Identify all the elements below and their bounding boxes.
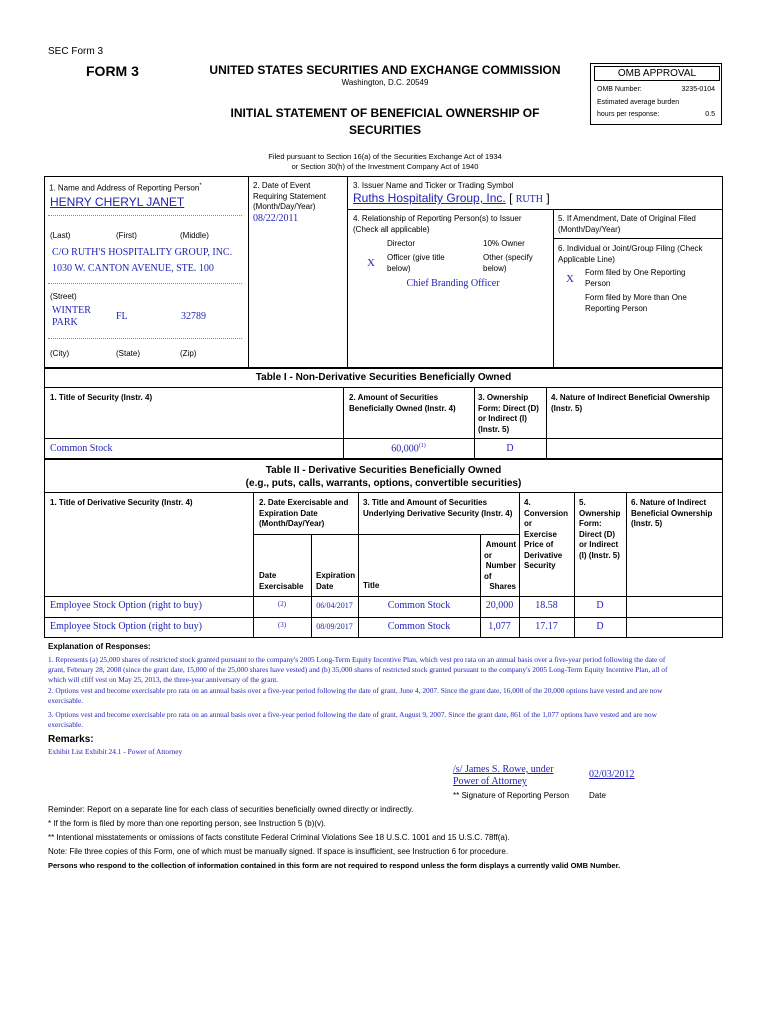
footnote-1: 1. Represents (a) 25,000 shares of restricted stock granted pursuant to the company's 2005 Long-Term Equity Incentive Plan, which vest pro rata on an annual basis over a five-year period following the date of grant, February 28, 2008 (since the grant date, 15,000 of the 25,000 shares have vested) and (b) 35,000 shares of restricted stock granted pursuant to the company's 2005 Long-Term Equity Incentive Plan, all of which will cliff vest on May 25, 2013, the three-year anniversary of the grant.: [48, 655, 668, 684]
omb-title: OMB APPROVAL: [594, 66, 720, 81]
other-label: Other (specify below): [483, 253, 533, 273]
issuer-ticker: RUTH: [515, 194, 543, 205]
footer-note-1: * If the form is filed by more than one reporting person, see Instruction 5 (b)(v).: [48, 819, 326, 828]
middle-label: (Middle): [180, 231, 209, 240]
t2-row2-exercisable: (3): [277, 621, 287, 629]
zip-value: 32789: [181, 311, 206, 322]
t2-row1-title: Employee Stock Option (right to buy): [50, 600, 202, 611]
signature-date: 02/03/2012: [589, 769, 635, 780]
footnote-3: 3. Options vest and become exercisable pro rata on an annual basis over a five-year period following the date of grant, August 9, 2007. Since the grant date, 861 of the 1,077 options have vested and are now exercisable.: [48, 710, 657, 729]
t1-row-form: D: [506, 443, 514, 454]
filing-more-label: Form filed by More than One Reporting Person: [585, 293, 687, 313]
t2-row2-form: D: [596, 621, 604, 632]
relationship-label: 4. Relationship of Reporting Person(s) to Issuer (Check all applicable): [353, 214, 522, 234]
omb-burden-label: Estimated average burden: [597, 99, 680, 106]
table-1-title: Table I - Non-Derivative Securities Beneficially Owned: [255, 372, 512, 383]
t2-row2-amount: 1,077: [488, 621, 511, 632]
issuer-name[interactable]: Ruths Hospitality Group, Inc.: [353, 191, 506, 205]
reminder-text: Reminder: Report on a separate line for each class of securities beneficially owned directly or indirectly.: [48, 805, 414, 814]
t2-col-underlying: 3. Title and Amount of Securities Underlying Derivative Security (Instr. 4): [363, 498, 513, 518]
filing-check-mark[interactable]: X: [566, 273, 574, 285]
t1-col-nature: 4. Nature of Indirect Beneficial Ownership (Instr. 5): [551, 393, 710, 413]
omb-number-label: OMB Number:: [597, 86, 642, 93]
footer-note-3: Note: File three copies of this Form, one of which must be manually signed. If space is insufficient, see Instruction 6 for procedure.: [48, 847, 509, 856]
filed-pursuant: Filed pursuant to Section 16(a) of the Securities Exchange Act of 1934 or Section 30(h) of the Investment Company Act of 1940: [268, 152, 502, 171]
signature-label: ** Signature of Reporting Person: [453, 791, 570, 800]
t2-row1-amount: 20,000: [485, 600, 514, 611]
t1-col-amount: 2. Amount of Securities Beneficially Owned (Instr. 4): [349, 393, 456, 413]
omb-approval-box: [590, 63, 722, 125]
officer-title: Chief Branding Officer: [406, 278, 500, 289]
footnote-2: 2. Options vest and become exercisable pro rata on an annual basis over a five-year period following the date of grant, June 4, 2007. Since the grant date, 16,000 of the 20,000 options have vested and are now exercisable.: [48, 686, 663, 705]
amendment-label: 5. If Amendment, Date of Original Filed (Month/Day/Year): [558, 214, 696, 234]
signature-value: /s/ James S. Rowe, under Power of Attorney: [453, 764, 554, 787]
t2-col-form: 5. Ownership Form: Direct (D) or Indirect (I) (Instr. 5): [579, 498, 621, 560]
t2-col-price: 4. Conversion or Exercise Price of Derivative Security: [524, 498, 569, 570]
t2-col-title: 1. Title of Derivative Security (Instr. 4): [50, 498, 193, 507]
address-line2: 1030 W. CANTON AVENUE, STE. 100: [52, 263, 214, 274]
officer-check-mark[interactable]: X: [367, 257, 375, 269]
reporting-person-name[interactable]: HENRY CHERYL JANET: [50, 195, 185, 209]
table-2-title: Table II - Derivative Securities Beneficially Owned (e.g., puts, calls, warrants, options, convertible securities): [245, 465, 522, 489]
issuer-name-line: Ruths Hospitality Group, Inc. [ RUTH ]: [353, 191, 550, 205]
last-label: (Last): [50, 231, 71, 240]
t2-sub-title: Title: [363, 581, 380, 590]
state-value: FL: [116, 311, 128, 322]
t1-col-title: 1. Title of Security (Instr. 4): [50, 393, 153, 402]
t2-sub-date-exercisable: Date Exercisable: [259, 571, 304, 591]
t2-row2-expiration: 08/09/2017: [316, 622, 353, 631]
officer-label: Officer (give title below): [387, 253, 445, 273]
reporting-person-label: 1. Name and Address of Reporting Person*: [49, 183, 202, 193]
location: Washington, D.C. 20549: [341, 78, 429, 87]
t2-col-dates: 2. Date Exercisable and Expiration Date (Month/Day/Year): [259, 498, 349, 528]
statement-title: INITIAL STATEMENT OF BENEFICIAL OWNERSHIP OF SECURITIES: [230, 106, 540, 137]
remarks-text: Exhibit List Exhibit 24.1 - Power of Attorney: [48, 747, 183, 756]
director-label: Director: [387, 239, 416, 248]
commission-title: UNITED STATES SECURITIES AND EXCHANGE COMMISSION: [209, 63, 561, 77]
t2-sub-amount: Amount or Number of Shares: [484, 540, 516, 591]
t2-row2-security: Common Stock: [387, 621, 451, 632]
explanation-heading: Explanation of Responses:: [48, 642, 151, 651]
t1-col-form: 3. Ownership Form: Direct (D) or Indirect (I) (Instr. 5): [478, 393, 539, 434]
footer-note-2: ** Intentional misstatements or omissions of facts constitute Federal Criminal Violations See 18 U.S.C. 1001 and 15 U.S.C. 78ff(a).: [48, 833, 510, 842]
city-value: WINTER PARK: [52, 305, 91, 328]
t1-row-amount: 60,000$^{(1)}$: [391, 443, 426, 455]
city-label: (City): [50, 349, 70, 358]
t2-col-nature: 6. Nature of Indirect Beneficial Ownership (Instr. 5): [631, 498, 713, 528]
t2-row1-form: D: [596, 600, 604, 611]
event-date-value: 08/22/2011: [253, 213, 299, 224]
t2-row2-price: 17.17: [535, 621, 558, 632]
t1-row-title: Common Stock: [50, 443, 113, 454]
address-line1: C/O RUTH'S HOSPITALITY GROUP, INC.: [52, 247, 233, 258]
t2-sub-expiration: Expiration Date: [316, 571, 356, 591]
state-label: (State): [116, 349, 141, 358]
street-label: (Street): [50, 292, 77, 301]
omb-number: 3235-0104: [681, 86, 715, 93]
t2-row1-exercisable: (2): [277, 600, 287, 608]
form-title: FORM 3: [86, 63, 139, 79]
event-date-label: 2. Date of Event Requiring Statement (Month/Day/Year): [253, 181, 326, 211]
issuer-label: 3. Issuer Name and Ticker or Trading Symbol: [353, 181, 514, 190]
omb-hours-label: hours per response:: [597, 111, 660, 118]
footer-note-4: Persons who respond to the collection of information contained in this form are not required to respond unless the form displays a currently valid OMB Number.: [48, 861, 621, 870]
filing-label: 6. Individual or Joint/Group Filing (Check Applicable Line): [558, 244, 703, 264]
ten-pct-label: 10% Owner: [483, 239, 525, 248]
zip-label: (Zip): [180, 349, 197, 358]
t2-row1-price: 18.58: [535, 600, 558, 611]
remarks-heading: Remarks:: [48, 734, 94, 745]
t2-row1-security: Common Stock: [387, 600, 451, 611]
omb-hours: 0.5: [705, 111, 715, 118]
t2-row1-expiration: 06/04/2017: [316, 601, 353, 610]
t2-row2-title: Employee Stock Option (right to buy): [50, 621, 202, 632]
first-label: (First): [116, 231, 137, 240]
sec-form-label: SEC Form 3: [48, 46, 104, 57]
date-label: Date: [589, 791, 606, 800]
filing-one-label: Form filed by One Reporting Person: [585, 268, 686, 288]
